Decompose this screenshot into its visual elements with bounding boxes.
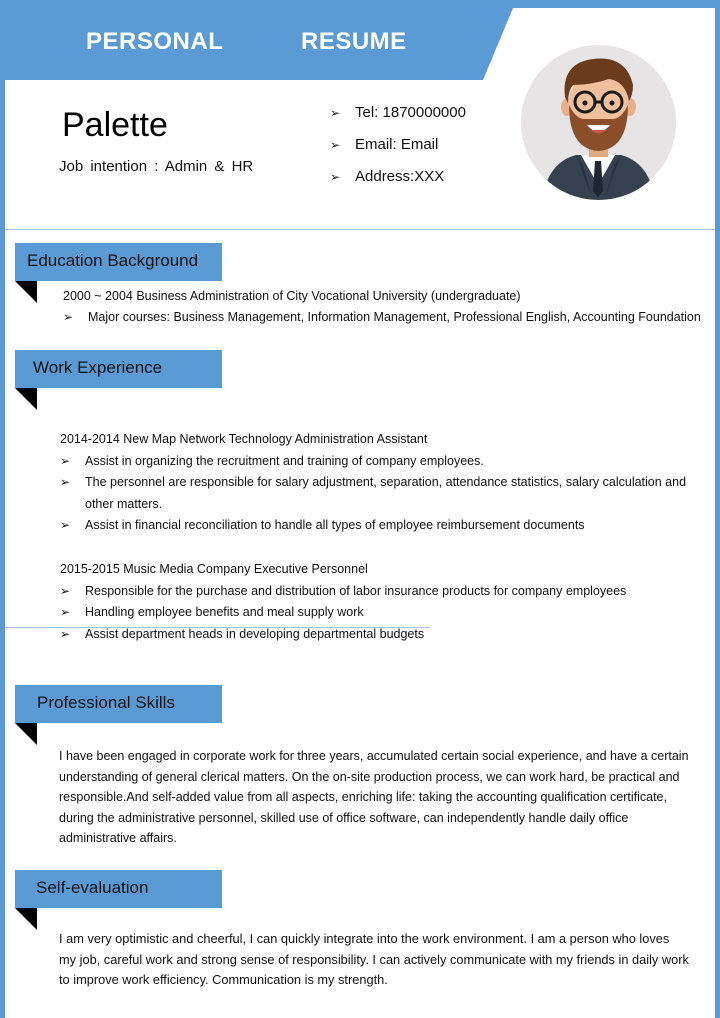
contact-tel-text: Tel: 1870000000 <box>355 104 466 121</box>
list-item <box>60 584 626 598</box>
contact-address <box>330 168 444 185</box>
list-item-text: Assist department heads in developing departmental budgets <box>85 627 425 641</box>
education-courses <box>63 310 701 324</box>
black-triangle-icon <box>15 908 37 930</box>
banner-title-personal: PERSONAL <box>86 28 224 55</box>
candidate-name: Palette <box>62 106 168 144</box>
header-divider <box>5 229 715 230</box>
list-item <box>60 475 686 489</box>
section-title-skills: Professional Skills <box>37 693 175 712</box>
section-title-self-evaluation: Self-evaluation <box>36 878 149 897</box>
job-intention: Job intention : Admin & HR <box>59 158 254 175</box>
arrowhead-bullet-icon: ➢ <box>330 138 341 152</box>
arrowhead-bullet-icon: ➢ <box>60 475 71 489</box>
arrowhead-bullet-icon: ➢ <box>63 310 74 324</box>
education-entry: 2000 ~ 2004 Business Administration of City Vocational University (undergraduate) <box>63 289 521 303</box>
arrowhead-bullet-icon: ➢ <box>60 627 71 641</box>
skills-paragraph: I have been engaged in corporate work for three years, accumulated certain social experience, and have a certain understanding of general clerical matters. On the on-site production process, we can work hard, be practical and responsible.And self-added value from all aspects, enriching life: taking the accounting qualification certificate, during the administrative personnel, skilled use of office software, can independently handle daily office administrative affairs. <box>59 749 689 845</box>
list-item-text: Responsible for the purchase and distribution of labor insurance products for company employees <box>85 584 627 598</box>
contact-address-text: Address:XXX <box>355 168 445 185</box>
black-triangle-icon <box>15 281 37 303</box>
list-item <box>60 454 484 468</box>
job-heading: 2015-2015 Music Media Company Executive Personnel <box>60 562 368 576</box>
black-triangle-icon <box>15 723 37 745</box>
arrowhead-bullet-icon: ➢ <box>330 170 341 184</box>
list-item-text: Assist in organizing the recruitment and training of company employees. <box>85 454 484 468</box>
contact-email-text: Email: Email <box>355 136 439 153</box>
list-item-text: Handling employee benefits and meal supply work <box>85 605 364 619</box>
contact-email <box>330 136 438 153</box>
arrowhead-bullet-icon: ➢ <box>60 605 71 619</box>
list-item <box>60 627 424 641</box>
avatar <box>521 45 676 200</box>
list-item <box>60 605 364 619</box>
section-title-work: Work Experience <box>33 358 163 377</box>
black-triangle-icon <box>15 388 37 410</box>
arrowhead-bullet-icon: ➢ <box>60 518 71 532</box>
resume-page <box>5 8 715 1018</box>
arrowhead-bullet-icon: ➢ <box>60 584 71 598</box>
section-title-education: Education Background <box>27 251 199 270</box>
list-item-continuation: other matters. <box>85 497 163 511</box>
education-courses-text: Major courses: Business Management, Information Management, Professional English, Accounting Foundation <box>88 310 701 324</box>
section-header-work <box>15 350 222 388</box>
section-header-education <box>15 243 222 281</box>
self-evaluation-paragraph: I am very optimistic and cheerful, I can quickly integrate into the work environment. I am a person who loves my job, careful work and strong sense of responsibility. I can actively communicate with my friends in daily work to improve work efficiency. Communication is my strength. <box>59 931 689 987</box>
arrowhead-bullet-icon: ➢ <box>60 454 71 468</box>
job-heading: 2014-2014 New Map Network Technology Administration Assistant <box>60 432 428 446</box>
contact-tel <box>330 104 466 121</box>
section-header-skills <box>15 685 222 723</box>
list-item-text: Assist in financial reconciliation to handle all types of employee reimbursement documents <box>85 518 585 532</box>
banner-title-resume: RESUME <box>301 28 407 55</box>
section-header-self-evaluation <box>15 870 222 908</box>
arrowhead-bullet-icon: ➢ <box>330 106 341 120</box>
list-item <box>60 518 585 532</box>
list-item-text: The personnel are responsible for salary adjustment, separation, attendance statistics, salary calculation and <box>85 475 687 489</box>
